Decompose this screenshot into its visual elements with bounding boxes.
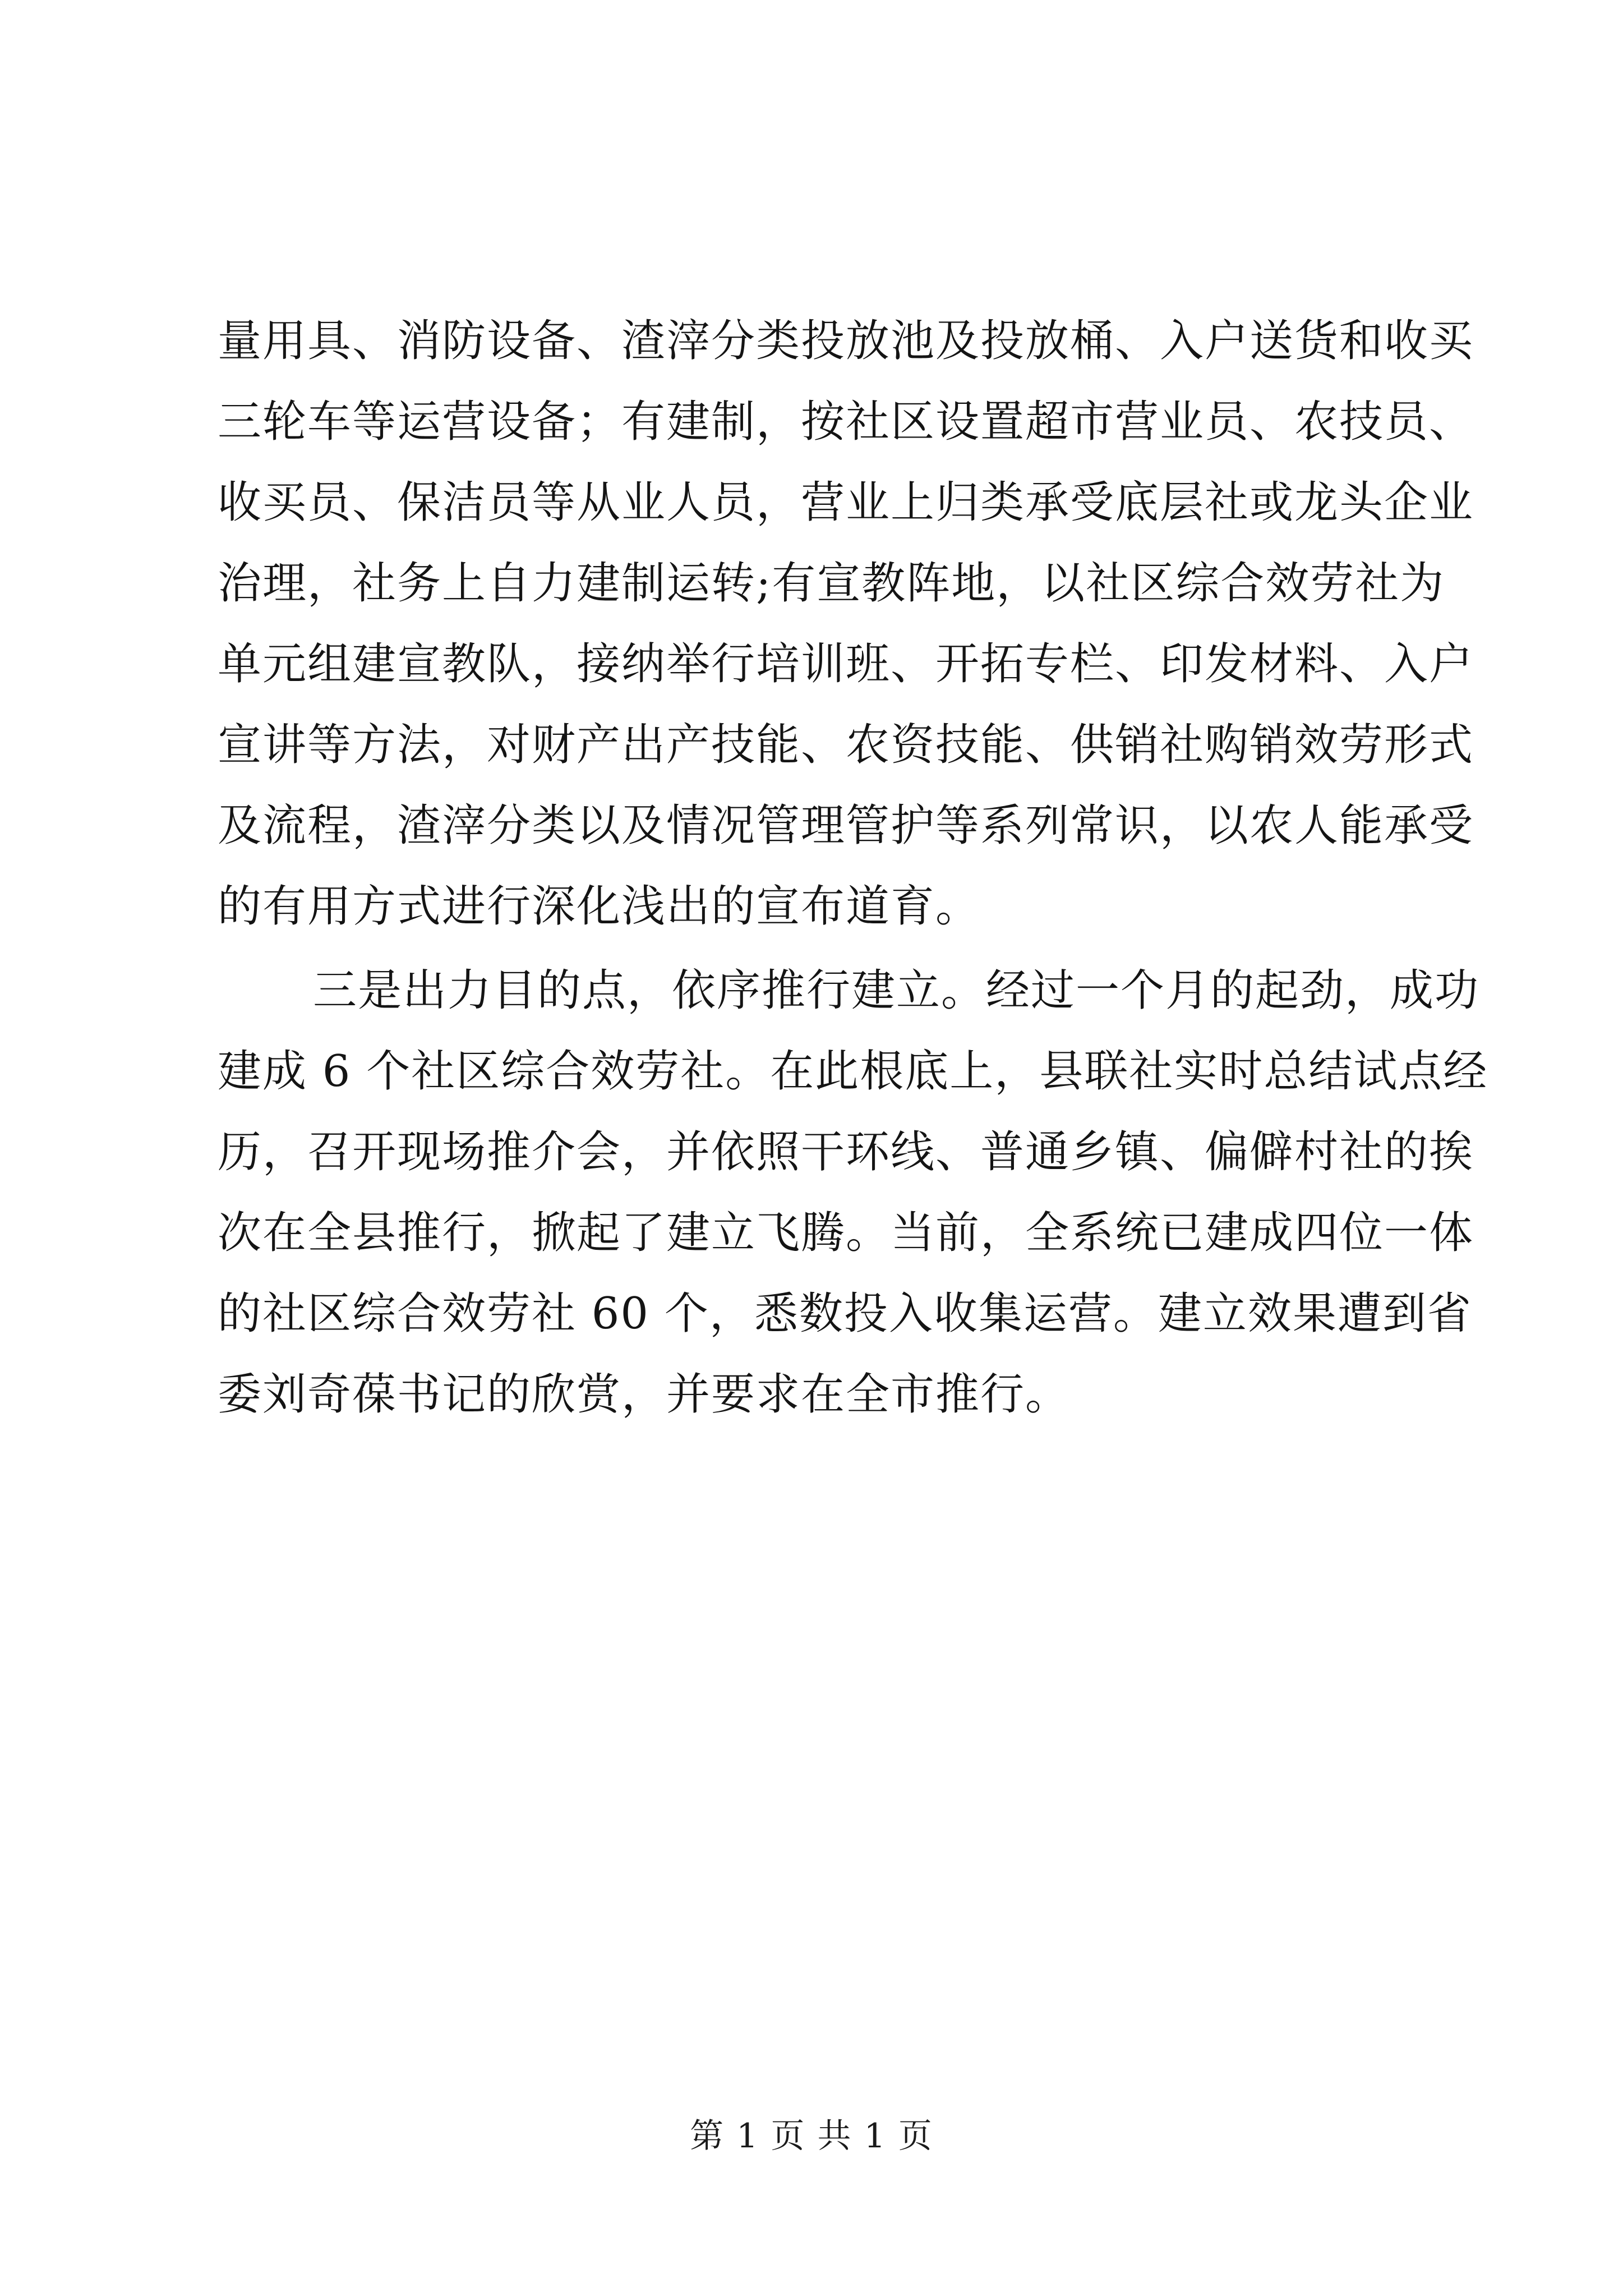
text-line: 的有用方式进行深化浅出的宣布道育。 [218, 881, 981, 932]
text-line: 建成 6 个社区综合效劳社。在此根底上，县联社实时总结试点经 [218, 1046, 1488, 1097]
paragraph-2 [218, 950, 1488, 1435]
page-footer: 第 1 页 共 1 页 [690, 2116, 933, 2156]
text-line: 的社区综合效劳社 60 个，悉数投入收集运营。建立效果遭到省 [218, 1289, 1472, 1339]
text-line: 收买员、保洁员等从业人员，营业上归类承受底层社或龙头企业 [218, 477, 1474, 528]
text-line: 宣讲等方法，对财产出产技能、农资技能、供销社购销效劳形式 [218, 720, 1474, 770]
text-line: 历，召开现场推介会，并依照干环线、普通乡镇、偏僻村社的挨 [218, 1127, 1474, 1177]
text-line: 量用具、消防设备、渣滓分类投放池及投放桶、入户送货和收买 [218, 316, 1474, 366]
document-body [218, 301, 1488, 1435]
text-line: 三轮车等运营设备；有建制，按社区设置超市营业员、农技员、 [218, 397, 1474, 447]
paragraph-1 [218, 301, 1474, 947]
text-line: 及流程，渣滓分类以及情况管理管护等系列常识，以农人能承受 [218, 800, 1474, 851]
text-line: 单元组建宣教队，接纳举行培训班、开拓专栏、印发材料、入户 [218, 639, 1474, 689]
text-line: 三是出力目的点，依序推行建立。经过一个月的起劲，成功 [313, 965, 1480, 1016]
text-line: 次在全县推行，掀起了建立飞腾。当前，全系统已建成四位一体 [218, 1208, 1474, 1258]
text-line: 治理，社务上自力建制运转;有宣教阵地，以社区综合效劳社为 [218, 558, 1445, 609]
text-line: 委刘奇葆书记的欣赏，并要求在全市推行。 [218, 1369, 1071, 1420]
